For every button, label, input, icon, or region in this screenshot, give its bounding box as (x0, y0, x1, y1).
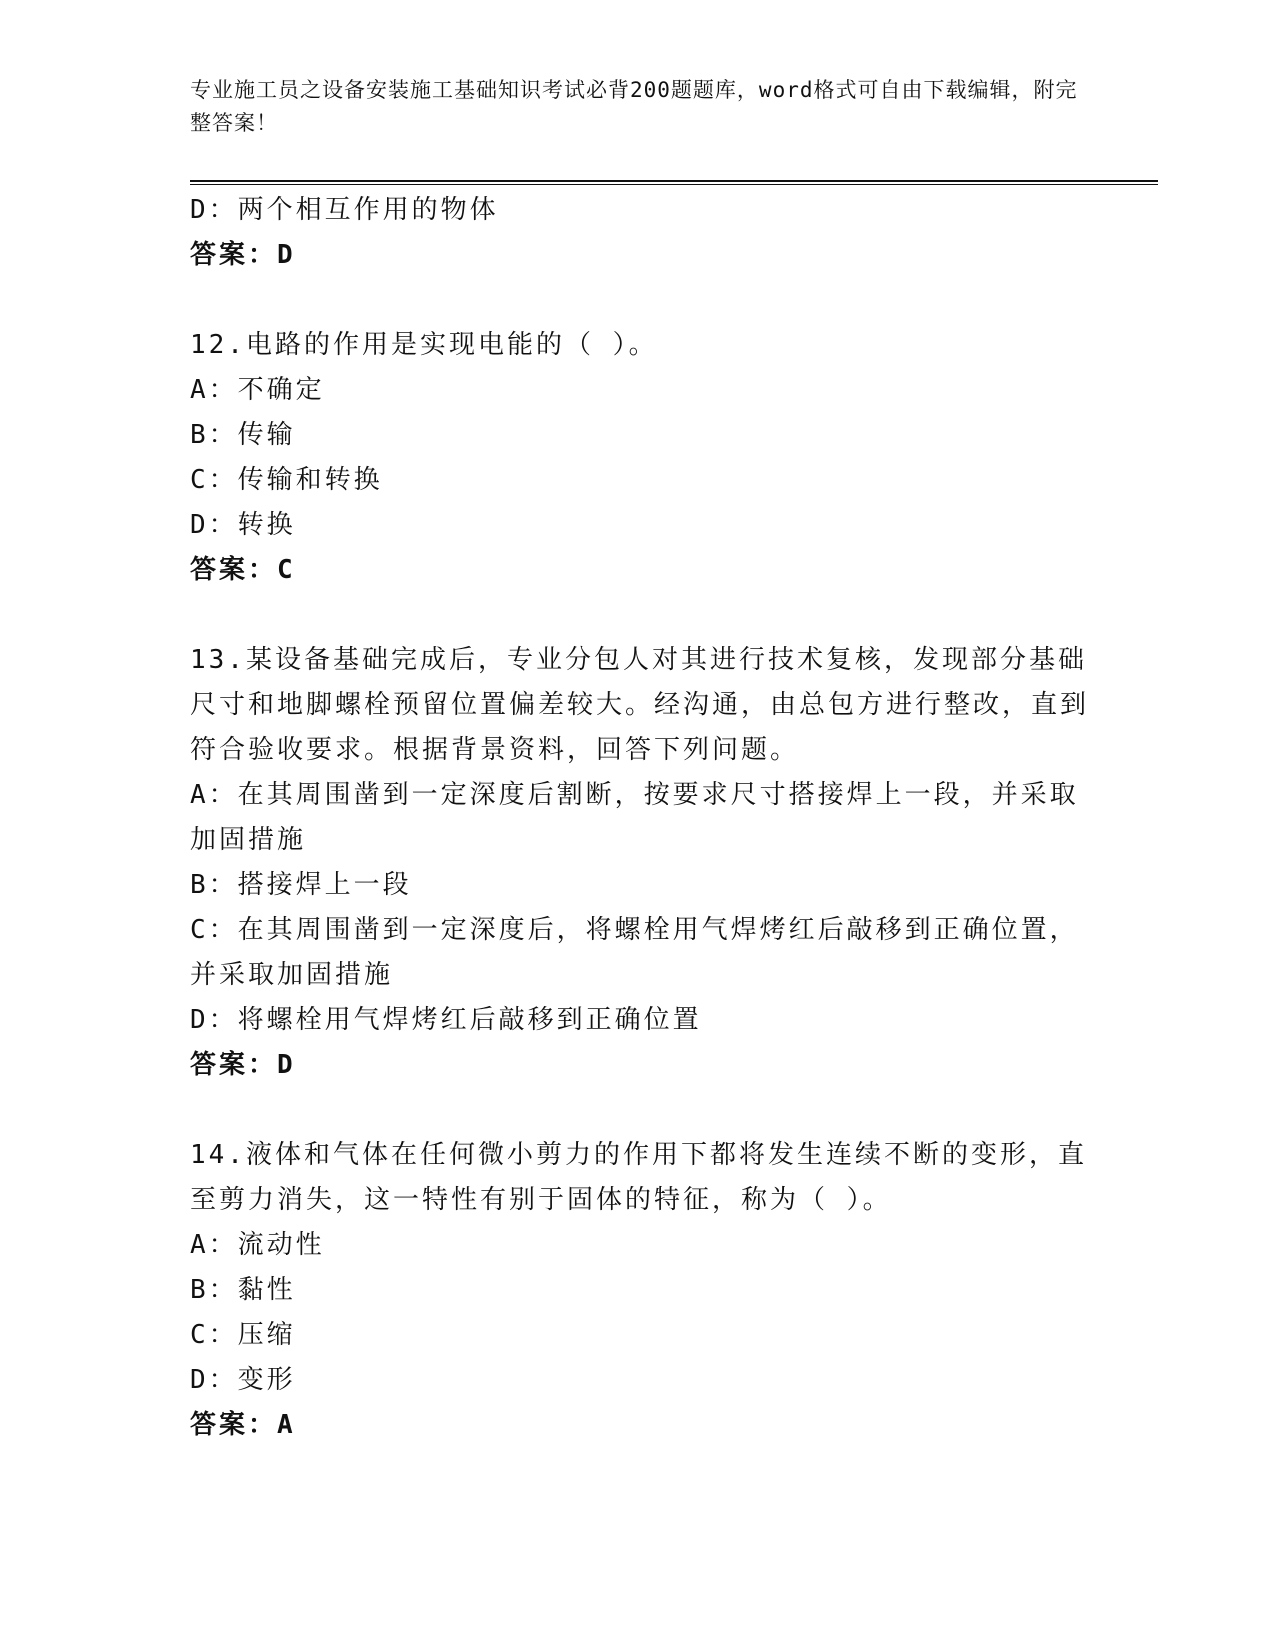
answer: 答案：C (190, 555, 296, 585)
answer: 答案：D (190, 1050, 296, 1080)
spacer (190, 1088, 1090, 1133)
option-b: B：传输 (190, 420, 296, 450)
question-stem: 13.某设备基础完成后，专业分包人对其进行技术复核，发现部分基础尺寸和地脚螺栓预留位置偏差较大。经沟通，由总包方进行整改，直到符合验收要求。根据背景资料，回答下列问题。 (190, 645, 1090, 765)
option-a: A：在其周围凿到一定深度后割断，按要求尺寸搭接焊上一段，并采取加固措施 (190, 780, 1079, 855)
question-stem: 14.液体和气体在任何微小剪力的作用下都将发生连续不断的变形，直至剪力消失，这一特性有别于固体的特征，称为（ ）。 (190, 1140, 1087, 1215)
question-block-12 (190, 323, 1090, 593)
option-a: A：不确定 (190, 375, 325, 405)
option-b: B：搭接焊上一段 (190, 870, 412, 900)
option-c: C：压缩 (190, 1320, 296, 1350)
question-block-11 (190, 188, 1090, 278)
option-a: A：流动性 (190, 1230, 325, 1260)
question-block-14 (190, 1133, 1090, 1448)
answer: 答案：D (190, 240, 296, 270)
option-d: D：两个相互作用的物体 (190, 195, 499, 225)
question-list (190, 188, 1090, 1448)
option-d: D：转换 (190, 510, 296, 540)
question-block-13 (190, 638, 1090, 1088)
answer: 答案：A (190, 1410, 296, 1440)
document-header (190, 74, 1090, 140)
option-d: D：变形 (190, 1365, 296, 1395)
question-stem: 12.电路的作用是实现电能的（ ）。 (190, 330, 658, 360)
spacer (190, 278, 1090, 323)
spacer (190, 593, 1090, 638)
option-d: D：将螺栓用气焊烤红后敲移到正确位置 (190, 1005, 702, 1035)
header-title: 专业施工员之设备安装施工基础知识考试必背200题题库，word格式可自由下载编辑，附完整答案！ (190, 78, 1078, 135)
option-c: C：在其周围凿到一定深度后，将螺栓用气焊烤红后敲移到正确位置，并采取加固措施 (190, 915, 1079, 990)
option-b: B：黏性 (190, 1275, 296, 1305)
option-c: C：传输和转换 (190, 465, 383, 495)
header-divider-thin (190, 184, 1158, 185)
header-divider (190, 180, 1158, 182)
